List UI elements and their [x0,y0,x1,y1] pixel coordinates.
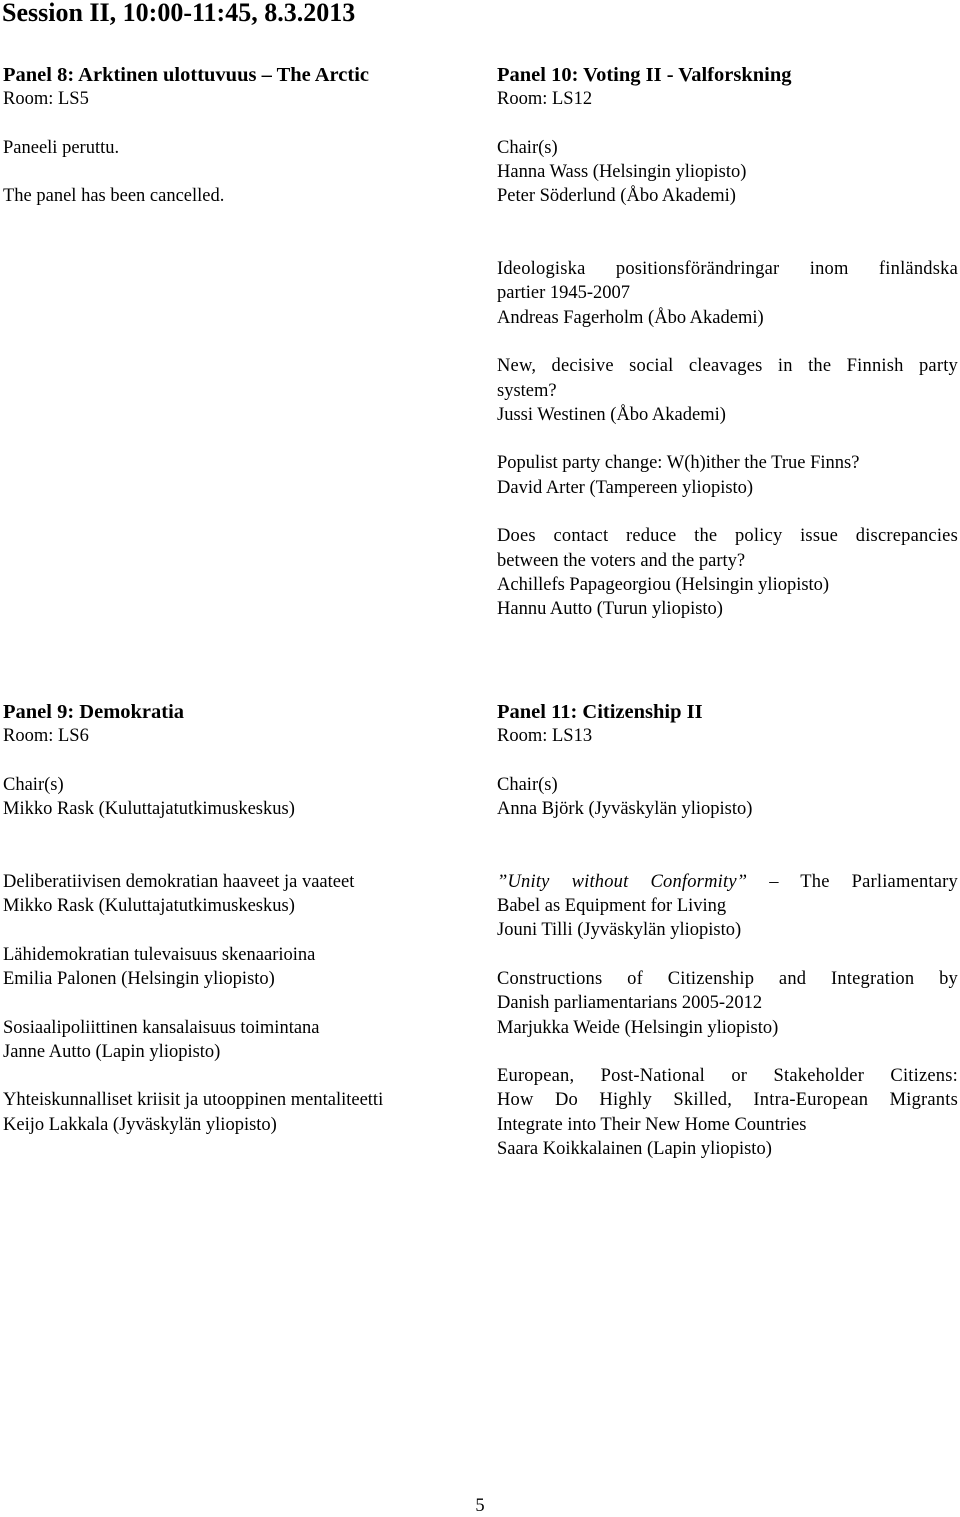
paper-title: between the voters and the party? [497,550,746,571]
paper-title: European, Post-National or Stakeholder Citizens: [497,1066,958,1087]
panel-8 [3,63,443,209]
paper-title: Populist party change: W(h)ither the True Finns? [497,453,860,474]
panel-9-title: Panel 9: Demokratia [3,701,185,723]
panel-9-chair: Mikko Rask (Kuluttajatutkimuskeskus) [3,799,295,820]
paper-title: Lähidemokratian tulevaisuus skenaarioina [3,944,316,965]
panel-10-title: Panel 10: Voting II - Valforskning [497,64,792,86]
page-number: 5 [475,1496,485,1516]
paper-author: Saara Koikkalainen (Lapin yliopisto) [497,1139,772,1160]
paper-title-rest: – The Parliamentary [747,871,958,892]
paper-author: Mikko Rask (Kuluttajatutkimuskeskus) [3,896,295,917]
panel-11 [497,700,958,1161]
paper-title: How Do Highly Skilled, Intra-European Migrants [497,1090,958,1111]
panel-10-room: Room: LS12 [497,89,593,110]
paper-entry [3,1088,443,1137]
paper-author: Emilia Palonen (Helsingin yliopisto) [3,968,275,989]
paper-title: Yhteiskunnalliset kriisit ja utooppinen mentaliteetti [3,1090,384,1111]
panel-11-room: Room: LS13 [497,726,593,747]
paper-entry [497,257,958,330]
panel-9 [3,700,443,1137]
panel-11-chairs-label: Chair(s) [497,774,558,795]
paper-author: Achillefs Papageorgiou (Helsingin yliopisto) [497,574,830,595]
panel-11-chair: Anna Björk (Jyväskylän yliopisto) [497,799,753,820]
paper-author: David Arter (Tampereen yliopisto) [497,477,754,498]
paper-entry [497,870,958,943]
paper-entry [497,524,958,621]
paper-entry [497,1064,958,1161]
paper-author: Andreas Fagerholm (Åbo Akademi) [497,307,764,328]
paper-entry [3,943,443,992]
paper-entry [497,451,958,500]
panel-8-room: Room: LS5 [3,89,89,110]
paper-title: Integrate into Their New Home Countries [497,1114,807,1135]
paper-title: Constructions of Citizenship and Integration by [497,968,958,989]
paper-title: Ideologiska positionsförändringar inom finländska [497,259,958,280]
panel-10-chairs-label: Chair(s) [497,137,558,158]
paper-author: Marjukka Weide (Helsingin yliopisto) [497,1017,779,1038]
paper-entry [3,870,443,919]
panel-10-chair: Hanna Wass (Helsingin yliopisto) [497,162,747,183]
paper-author: Janne Autto (Lapin yliopisto) [3,1041,221,1062]
paper-title: partier 1945-2007 [497,283,631,304]
panel-10-chair: Peter Söderlund (Åbo Akademi) [497,186,736,207]
session-title: Session II, 10:00-11:45, 8.3.2013 [2,0,356,27]
paper-entry [3,1016,443,1065]
paper-title: Sosiaalipoliittinen kansalaisuus toimintana [3,1017,320,1038]
panel-11-title: Panel 11: Citizenship II [497,701,703,723]
paper-title [497,870,958,894]
paper-title: Deliberatiivisen demokratian haaveet ja vaateet [3,871,355,892]
panel-10 [497,63,958,622]
paper-title: New, decisive social cleavages in the Finnish party [497,356,958,377]
paper-entry [497,354,958,427]
panel-8-title: Panel 8: Arktinen ulottuvuus – The Arctic [3,64,369,86]
paper-entry [497,967,958,1040]
paper-author: Hannu Autto (Turun yliopisto) [497,599,723,620]
panel-8-notice-en: The panel has been cancelled. [3,186,225,207]
panel-9-room: Room: LS6 [3,726,89,747]
paper-title: system? [497,380,557,401]
paper-author: Jussi Westinen (Åbo Akademi) [497,404,726,425]
panel-9-chairs-label: Chair(s) [3,774,64,795]
paper-title: Danish parliamentarians 2005-2012 [497,993,763,1014]
paper-title: Babel as Equipment for Living [497,896,727,917]
paper-title: Does contact reduce the policy issue discrepancies [497,526,958,547]
paper-author: Jouni Tilli (Jyväskylän yliopisto) [497,920,742,941]
panel-8-notice-fi: Paneeli peruttu. [3,137,120,158]
paper-author: Keijo Lakkala (Jyväskylän yliopisto) [3,1114,277,1135]
paper-title-italic: ”Unity without Conformity” [497,871,748,892]
